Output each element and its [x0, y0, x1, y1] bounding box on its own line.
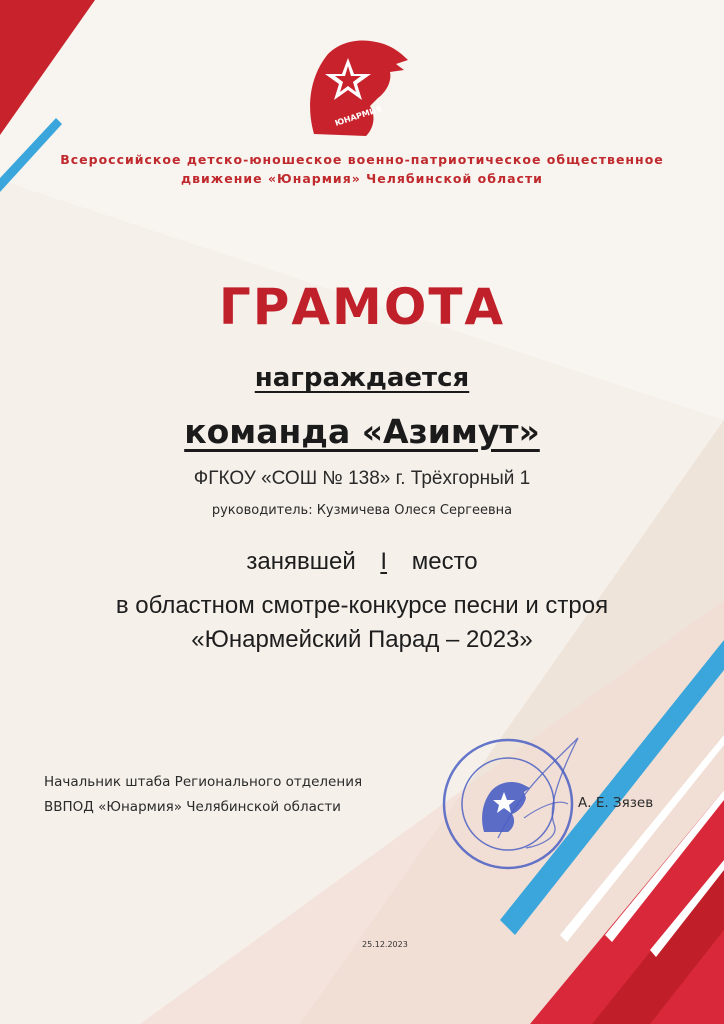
yunarmiya-emblem [300, 36, 415, 141]
team-name: команда «Азимут» [184, 412, 540, 451]
signatory-position [44, 770, 362, 820]
team-leader: руководитель: Кузмичева Олеся Сергеевна [211, 503, 513, 518]
certificate-title: ГРАМОТА [218, 278, 506, 336]
svg-text:ЮНАРМИЯ: ЮНАРМИЯ [333, 104, 384, 128]
official-seal [428, 728, 588, 878]
organization-name [0, 150, 724, 188]
school-name: ФГКОУ «СОШ № 138» г. Трёхгорный 1 [193, 468, 531, 489]
place-line [0, 548, 724, 576]
place-suffix: место [411, 548, 478, 575]
parade-line: «Юнармейский Парад – 2023» [191, 626, 533, 653]
issue-date: 25.12.2023 [362, 940, 408, 949]
place-prefix: занявшей [246, 548, 356, 575]
awarded-label: награждается [254, 363, 470, 393]
position-line-1: Начальник штаба Регионального отделения [44, 774, 363, 790]
contest-line: в областном смотре-конкурсе песни и строя [115, 592, 609, 619]
signatory-name: А. Е. Зязев [578, 795, 654, 811]
org-line-2: движение «Юнармия» Челябинской области [181, 171, 543, 186]
position-line-2: ВВПОД «Юнармия» Челябинской области [44, 799, 341, 815]
org-line-1: Всероссийское детско-юношеское военно-патриотическое общественное [60, 152, 664, 167]
place-value: I [380, 548, 388, 575]
